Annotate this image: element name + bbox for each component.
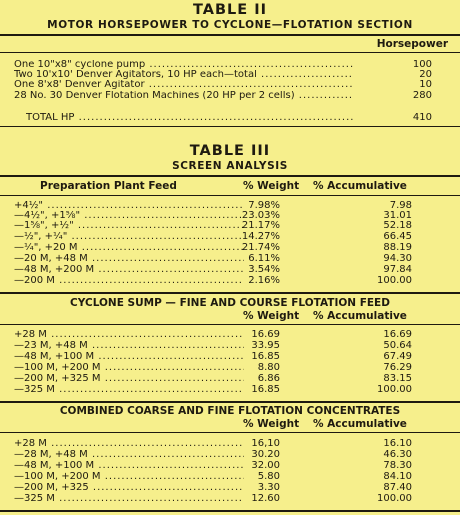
size-cell: +28 M ..... [14, 330, 244, 340]
size-cell: —23 M, +48 M ..... [14, 341, 244, 351]
weight-cell: 7.98% [248, 200, 280, 211]
weight-cell: 23.03% [241, 210, 280, 221]
total-row [0, 113, 460, 123]
table-ii-subtitle: MOTOR HORSEPOWER TO CYCLONE—FLOTATION SECTION [47, 19, 413, 31]
weight-cell: 3.54% [248, 264, 280, 275]
size-cell: —4½", +1⅝" ..... [14, 211, 244, 221]
table-row [0, 461, 460, 471]
divider [0, 175, 460, 177]
accumulative-column-header: % Accumulative [313, 418, 407, 430]
weight-cell: 8.80 [257, 362, 280, 373]
row-label: Two 10'x10' Denver Agitators, 10 HP each—total ..... [14, 70, 354, 80]
accum-cell: 66.45 [383, 231, 412, 242]
accum-cell: 83.15 [383, 373, 412, 384]
row-label: 28 No. 30 Denver Flotation Machines (20 HP per 2 cells) ..... [14, 91, 354, 101]
size-cell: —200 M, +325 ..... [14, 483, 244, 493]
horsepower-column-header: Horsepower [376, 38, 448, 50]
table-row [0, 439, 460, 449]
size-cell: —325 M ..... [14, 494, 244, 504]
row-label: One 10"x8" cyclone pump ..... [14, 60, 354, 70]
weight-cell: 30.20 [251, 449, 280, 460]
size-cell: —325 M ..... [14, 385, 244, 395]
weight-cell: 16,10 [251, 438, 280, 449]
size-cell: +28 M ..... [14, 439, 244, 449]
total-label: TOTAL HP ..... [26, 113, 354, 123]
divider [0, 324, 460, 325]
weight-cell: 16.69 [251, 329, 280, 340]
accum-cell: 100.00 [377, 493, 412, 504]
accum-cell: 16.69 [383, 329, 412, 340]
accum-cell: 88.19 [383, 242, 412, 253]
table-iii-subtitle: SCREEN ANALYSIS [172, 160, 288, 172]
accum-cell: 87.40 [383, 482, 412, 493]
weight-column-header: % Weight [243, 310, 300, 322]
divider [0, 292, 460, 294]
weight-column-header: % Weight [243, 180, 300, 192]
table-row [0, 341, 460, 351]
divider [0, 432, 460, 433]
table-row [0, 243, 460, 253]
table-row [0, 330, 460, 340]
weight-cell: 16.85 [251, 384, 280, 395]
size-cell: —200 M, +325 M ..... [14, 374, 244, 384]
weight-cell: 6.11% [248, 253, 280, 264]
table-ii-title: TABLE II [192, 2, 268, 18]
divider [0, 195, 460, 196]
accum-cell: 78.30 [383, 460, 412, 471]
table-row [0, 254, 460, 264]
size-cell: +4½" ..... [14, 201, 244, 211]
accum-cell: 94.30 [383, 253, 412, 264]
size-cell: —¼", +20 M ..... [14, 243, 244, 253]
weight-cell: 6.86 [257, 373, 280, 384]
accum-cell: 46.30 [383, 449, 412, 460]
size-cell: —1⅝", +½" ..... [14, 221, 244, 231]
table-row [0, 265, 460, 275]
accum-cell: 7.98 [389, 200, 412, 211]
accum-cell: 97.84 [383, 264, 412, 275]
accum-cell: 52.18 [383, 220, 412, 231]
weight-cell: 16.85 [251, 351, 280, 362]
table-row [0, 232, 460, 242]
size-cell: —200 M ..... [14, 276, 244, 286]
weight-cell: 32.00 [251, 460, 280, 471]
size-cell: —28 M, +48 M ..... [14, 450, 244, 460]
size-cell: —48 M, +100 M ..... [14, 352, 244, 362]
table-row [0, 385, 460, 395]
row-value: 10 [419, 79, 432, 90]
weight-cell: 2.16% [248, 275, 280, 286]
table-row [0, 70, 460, 80]
row-value: 20 [419, 69, 432, 80]
table-iii-title: TABLE III [189, 143, 271, 159]
total-value: 410 [412, 112, 432, 123]
divider [0, 34, 460, 36]
weight-cell: 21.74% [241, 242, 280, 253]
accumulative-column-header: % Accumulative [313, 310, 407, 322]
size-cell: —20 M, +48 M ..... [14, 254, 244, 264]
weight-column-header: % Weight [243, 418, 300, 430]
row-value: 280 [412, 90, 432, 101]
table-row [0, 363, 460, 373]
table-row [0, 60, 460, 70]
accum-cell: 31.01 [383, 210, 412, 221]
size-cell: —48 M, +200 M ..... [14, 265, 244, 275]
accum-cell: 84.10 [383, 471, 412, 482]
table-row [0, 472, 460, 482]
divider [0, 52, 460, 53]
row-value: 100 [412, 59, 432, 70]
weight-cell: 21.17% [241, 220, 280, 231]
weight-cell: 3.30 [257, 482, 280, 493]
size-cell: —48 M, +100 M ..... [14, 461, 244, 471]
weight-cell: 12.60 [251, 493, 280, 504]
accum-cell: 16.10 [383, 438, 412, 449]
weight-cell: 14.27% [241, 231, 280, 242]
table-row [0, 276, 460, 286]
section-heading: CYCLONE SUMP — FINE AND COURSE FLOTATION FEED [70, 297, 390, 309]
accum-cell: 100.00 [377, 384, 412, 395]
table-row [0, 374, 460, 384]
accum-cell: 67.49 [383, 351, 412, 362]
row-label: One 8'x8' Denver Agitator ..... [14, 80, 354, 90]
section-heading: COMBINED COARSE AND FINE FLOTATION CONCENTRATES [59, 405, 401, 417]
divider [0, 401, 460, 403]
size-cell: —100 M, +200 M ..... [14, 363, 244, 373]
accumulative-column-header: % Accumulative [313, 180, 407, 192]
table-row [0, 352, 460, 362]
divider [0, 126, 460, 127]
size-cell: —100 M, +200 M ..... [14, 472, 244, 482]
weight-cell: 5.80 [257, 471, 280, 482]
table-row [0, 494, 460, 504]
accum-cell: 76.29 [383, 362, 412, 373]
table-row [0, 221, 460, 231]
size-cell: —½", +¼" ..... [14, 232, 244, 242]
weight-cell: 33.95 [251, 340, 280, 351]
section-heading: Preparation Plant Feed [40, 180, 177, 192]
table-row [0, 80, 460, 90]
table-row [0, 91, 460, 101]
table-row [0, 450, 460, 460]
accum-cell: 50.64 [383, 340, 412, 351]
table-row [0, 483, 460, 493]
accum-cell: 100.00 [377, 275, 412, 286]
divider [0, 510, 460, 512]
